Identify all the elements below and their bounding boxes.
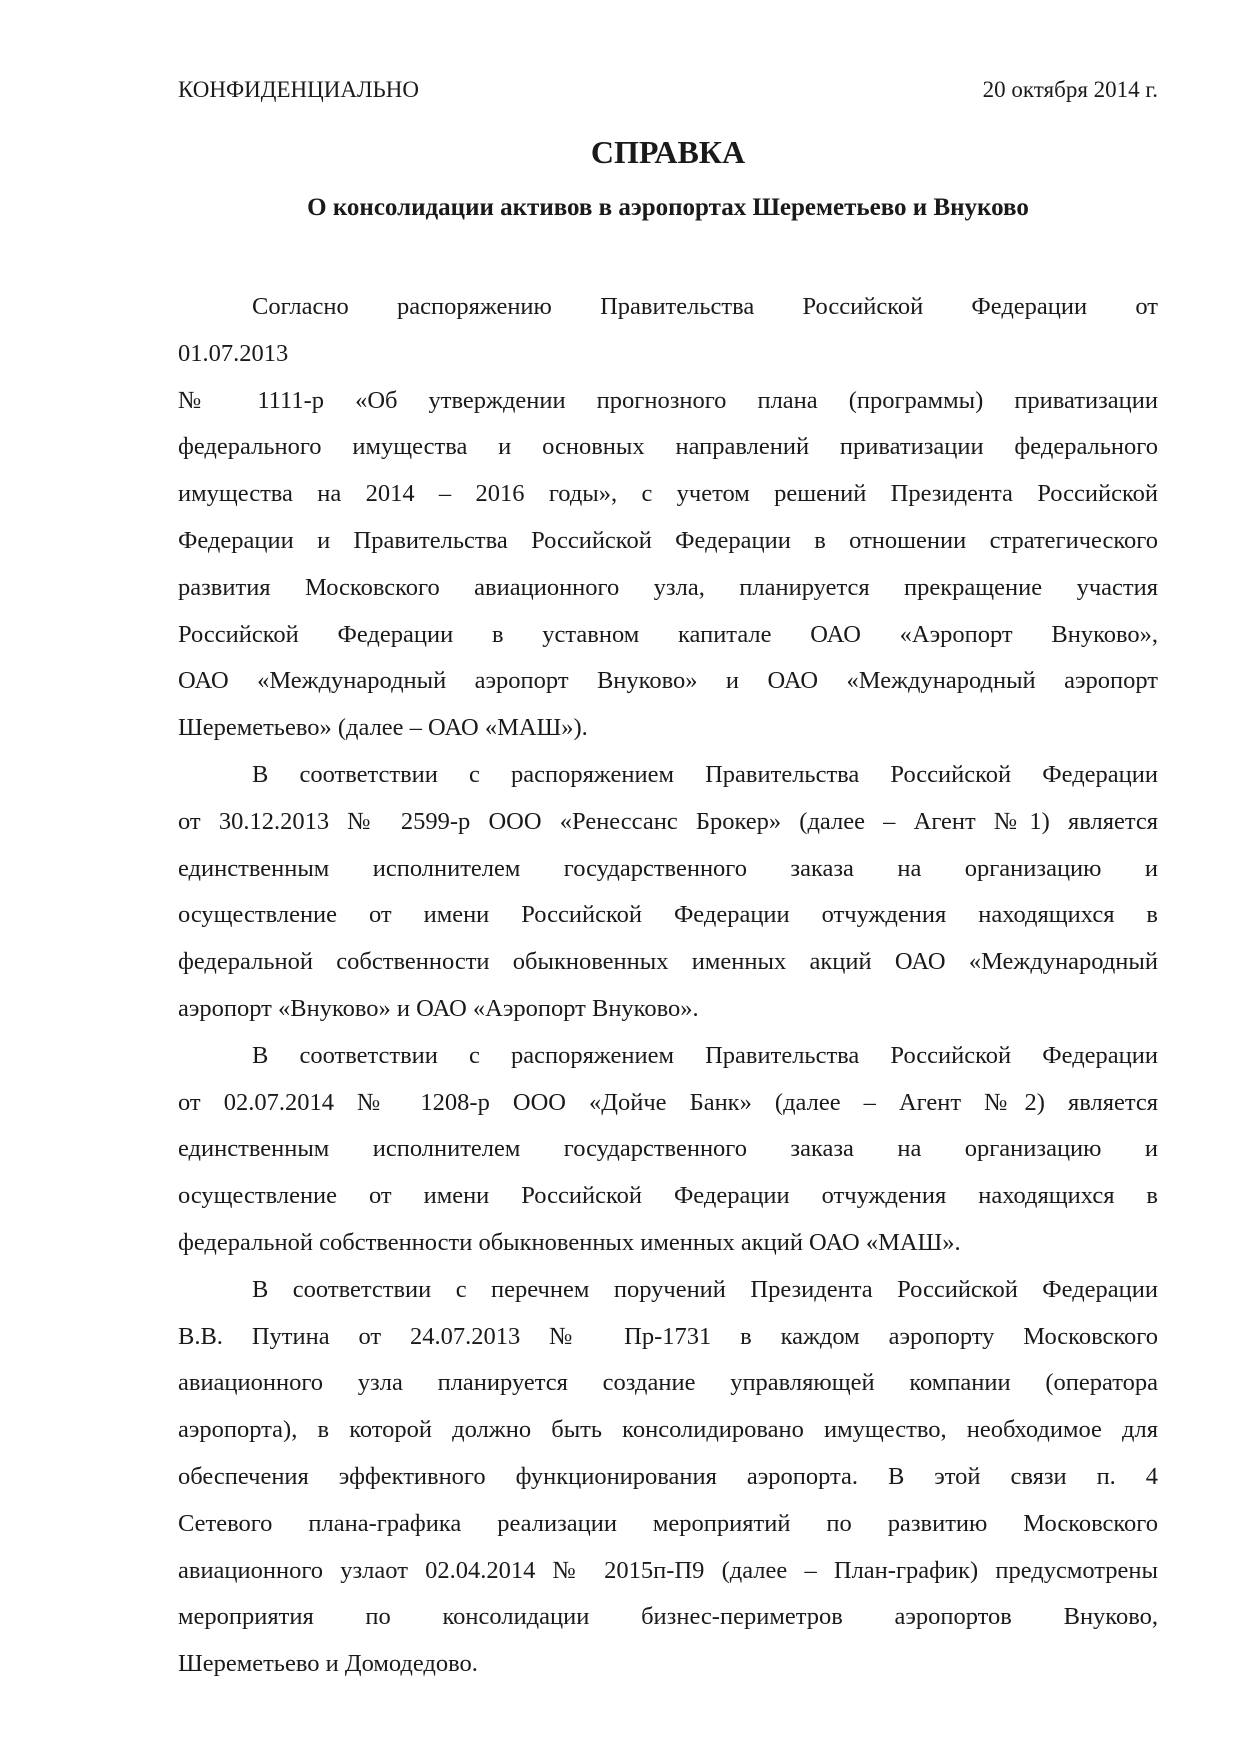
body-line: федеральной собственности обыкновенных именных акций ОАО «МАШ». [178,1228,961,1256]
body-line: Согласно распоряжению Правительства Российской Федерации от [252,293,1158,320]
document-subtitle: О консолидации активов в аэропортах Шереметьево и Внуково [307,194,1029,221]
document-body [178,284,1158,1688]
body-line: В соответствии с распоряжением Правительства Российской Федерации [252,1041,1158,1069]
body-line: от 30.12.2013 № 2599-р ООО «Ренессанс Брокер» (далее – Агент №1) является [178,807,1158,835]
body-line: Сетевого плана-графика реализации мероприятий по развитию Московского [178,1509,1158,1537]
body-line: развития Московского авиационного узла, планируется прекращение участия [178,573,1158,601]
body-line: ОАО «Международный аэропорт Внуково» и ОАО «Международный аэропорт [178,667,1158,695]
body-line: 01.07.2013 [178,339,289,367]
document-date: 20 октября 2014 г. [982,77,1158,102]
body-line: аэропорт «Внуково» и ОАО «Аэропорт Внуково». [178,994,699,1022]
paragraph-4 [178,1267,1158,1688]
body-line: от 02.07.2014 № 1208-р ООО «Дойче Банк» (далее – Агент №2) является [178,1088,1158,1116]
body-line: Федерации и Правительства Российской Федерации в отношении стратегического [178,526,1158,554]
document-title: СПРАВКА [590,134,746,170]
body-line: авиационного узлаот 02.04.2014 № 2015п-П9 (далее – План-график) предусмотрены [178,1556,1158,1584]
body-line: Шереметьево» (далее – ОАО «МАШ»). [178,714,588,742]
body-line: Шереметьево и Домодедово. [178,1650,478,1678]
body-line: имущества на 2014 – 2016 годы», с учетом решений Президента Российской [178,480,1158,508]
paragraph-1 [178,284,1158,752]
body-line: № 1111-р «Об утверждении прогнозного плана (программы) приватизации [178,386,1158,414]
paragraph-2 [178,752,1158,1033]
document-header [178,74,1158,106]
paragraph-3 [178,1033,1158,1267]
body-line: авиационного узла планируется создание управляющей компании (оператора [178,1369,1158,1397]
confidential-label: КОНФИДЕНЦИАЛЬНО [178,77,419,102]
body-line: федерального имущества и основных направлений приватизации федерального [178,433,1158,461]
body-line: Российской Федерации в уставном капитале ОАО «Аэропорт Внуково», [178,620,1158,648]
body-line: В соответствии с распоряжением Правительства Российской Федерации [252,760,1158,788]
body-line: обеспечения эффективного функционирования аэропорта. В этой связи п. 4 [178,1462,1158,1490]
body-line: единственным исполнителем государственного заказа на организацию и [178,1135,1158,1163]
body-line: В соответствии с перечнем поручений Президента Российской Федерации [252,1275,1158,1303]
body-line: федеральной собственности обыкновенных именных акций ОАО «Международный [178,948,1158,976]
body-line: единственным исполнителем государственного заказа на организацию и [178,854,1158,882]
body-line: аэропорта), в которой должно быть консолидировано имущество, необходимое для [178,1416,1158,1444]
body-line: В.В. Путина от 24.07.2013 № Пр-1731 в каждом аэропорту Московского [178,1322,1158,1350]
body-line: осуществление от имени Российской Федерации отчуждения находящихся в [178,901,1158,929]
body-line: мероприятия по консолидации бизнес-периметров аэропортов Внуково, [178,1603,1158,1631]
body-line: осуществление от имени Российской Федерации отчуждения находящихся в [178,1182,1158,1210]
